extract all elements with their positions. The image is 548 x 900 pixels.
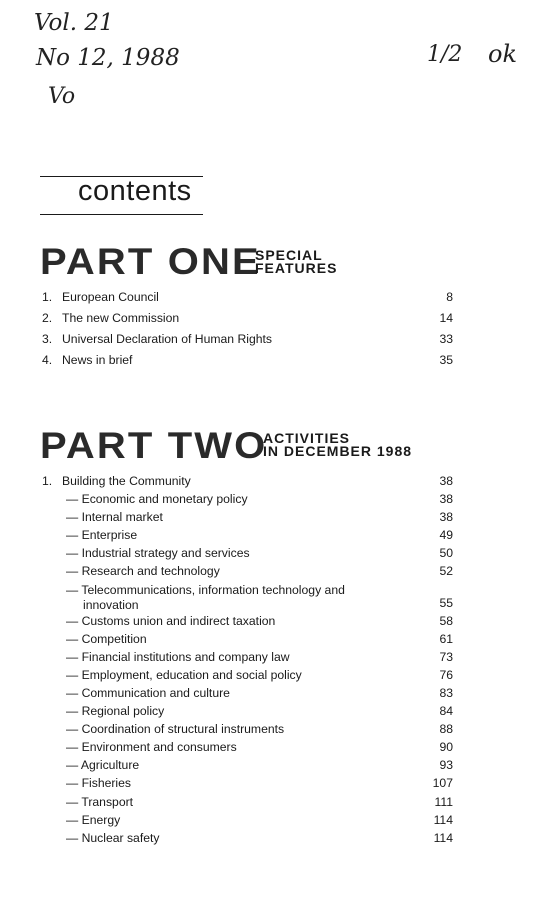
handwritten-ok: ok	[488, 40, 517, 68]
handwritten-volume: Vol. 21	[34, 10, 114, 36]
toc-section-page: 38	[439, 474, 453, 488]
toc-item-page: 73	[439, 649, 453, 664]
toc-item-label: The new Commission	[62, 311, 180, 325]
toc-item-label	[66, 564, 220, 578]
toc-item-label	[66, 704, 164, 718]
toc-item-label-line1: — Environment and consumers	[66, 740, 237, 755]
toc-item-number: 2.	[42, 311, 53, 325]
toc-item-page: 114	[433, 812, 453, 827]
toc-item-page: 114	[433, 830, 453, 845]
toc-item-label	[66, 740, 237, 754]
toc-item-label	[66, 668, 302, 682]
toc-item-label-line1: — Regional policy	[66, 704, 165, 718]
toc-item-label	[66, 528, 137, 542]
toc-item-label-line1: — Nuclear safety	[66, 830, 160, 845]
toc-item-page: 93	[439, 758, 453, 773]
toc-item-page: 76	[439, 667, 453, 682]
toc-item-label	[66, 776, 131, 790]
toc-item-label-line1: — Communication and culture	[66, 685, 230, 700]
toc-item-page: 88	[439, 722, 453, 737]
part-one-subtitle-line1: SPECIAL	[255, 247, 323, 263]
toc-item-label-line1: — Research and technology	[66, 564, 220, 579]
toc-item-label	[66, 614, 275, 628]
toc-item-label: News in brief	[62, 353, 133, 367]
toc-item-label: European Council	[62, 290, 159, 304]
contents-rule-bottom	[40, 214, 203, 215]
part-two-subtitle-line1: ACTIVITIES	[263, 430, 351, 446]
toc-item-label-line1: — Fisheries	[66, 776, 132, 791]
toc-item-label	[66, 758, 139, 772]
toc-item-label-line1: — Coordination of structural instruments	[66, 722, 285, 737]
toc-item-label-line1: — Competition	[66, 631, 147, 646]
toc-item-label-line1: — Telecommunications, information technology and	[66, 582, 345, 597]
toc-item-page: 55	[439, 595, 453, 610]
toc-item-label-line1: — Energy	[66, 812, 121, 827]
toc-item-label	[66, 632, 147, 646]
toc-item-label-line1: — Economic and monetary policy	[66, 492, 248, 506]
toc-item-page: 8	[446, 290, 453, 304]
toc-section-number: 1.	[42, 474, 53, 488]
toc-item-label	[66, 492, 248, 506]
toc-item-page: 14	[439, 311, 453, 325]
toc-item-page: 84	[439, 704, 453, 718]
toc-item-number: 1.	[42, 290, 53, 304]
handwritten-fraction: 1/2	[427, 42, 463, 67]
toc-item-page: 38	[439, 510, 453, 525]
part-two-subtitle	[263, 432, 412, 458]
toc-item-label	[66, 831, 159, 845]
handwritten-issue: No 12, 1988	[36, 45, 180, 71]
toc-item-label: Universal Declaration of Human Rights	[62, 332, 272, 346]
part-two-title: PART TWO	[40, 425, 268, 466]
toc-item-label	[66, 686, 230, 700]
toc-item-label	[66, 650, 290, 664]
toc-item-label-line1: — Internal market	[66, 510, 163, 525]
part-one-title: PART ONE	[40, 241, 261, 282]
toc-item-page: 50	[439, 546, 453, 561]
toc-item-label-line1: — Customs union and indirect taxation	[66, 613, 276, 628]
toc-item-page: 90	[439, 740, 453, 755]
toc-item-label-line2: innovation	[83, 597, 139, 612]
toc-item-page: 107	[432, 776, 453, 791]
toc-item-label-line1: — Enterprise	[66, 528, 138, 543]
toc-item-page: 61	[439, 631, 453, 646]
toc-item-label-line1: — Transport	[66, 794, 134, 809]
toc-item-page: 111	[434, 794, 453, 809]
toc-item-label	[66, 583, 345, 612]
toc-item-page: 38	[439, 492, 453, 506]
toc-item-label-line1: — Industrial strategy and services	[66, 546, 250, 561]
part-one-subtitle	[255, 249, 337, 275]
toc-item-label	[66, 546, 250, 560]
toc-item-page: 33	[439, 332, 453, 346]
toc-item-label	[66, 510, 163, 524]
toc-item-page: 49	[439, 528, 453, 543]
handwritten-initials: Vo	[48, 84, 76, 109]
toc-item-label-line1: — Financial institutions and company law	[66, 649, 290, 664]
toc-item-page: 58	[439, 613, 453, 628]
toc-item-page: 83	[439, 685, 453, 700]
part-two-subtitle-line2: IN DECEMBER 1988	[263, 443, 413, 459]
toc-item-page: 52	[439, 564, 453, 579]
toc-item-number: 4.	[42, 353, 53, 367]
toc-item-label-line1: — Employment, education and social policy	[66, 667, 302, 682]
toc-item-label-line1: — Agriculture	[66, 758, 140, 773]
toc-item-label	[66, 795, 133, 809]
toc-item-page: 35	[439, 353, 453, 367]
contents-title: contents	[78, 175, 192, 207]
part-one-subtitle-line2: FEATURES	[255, 260, 338, 276]
toc-section-label: Building the Community	[62, 474, 191, 488]
toc-item-label	[66, 722, 284, 736]
toc-item-label	[66, 813, 120, 827]
toc-item-number: 3.	[42, 332, 53, 346]
